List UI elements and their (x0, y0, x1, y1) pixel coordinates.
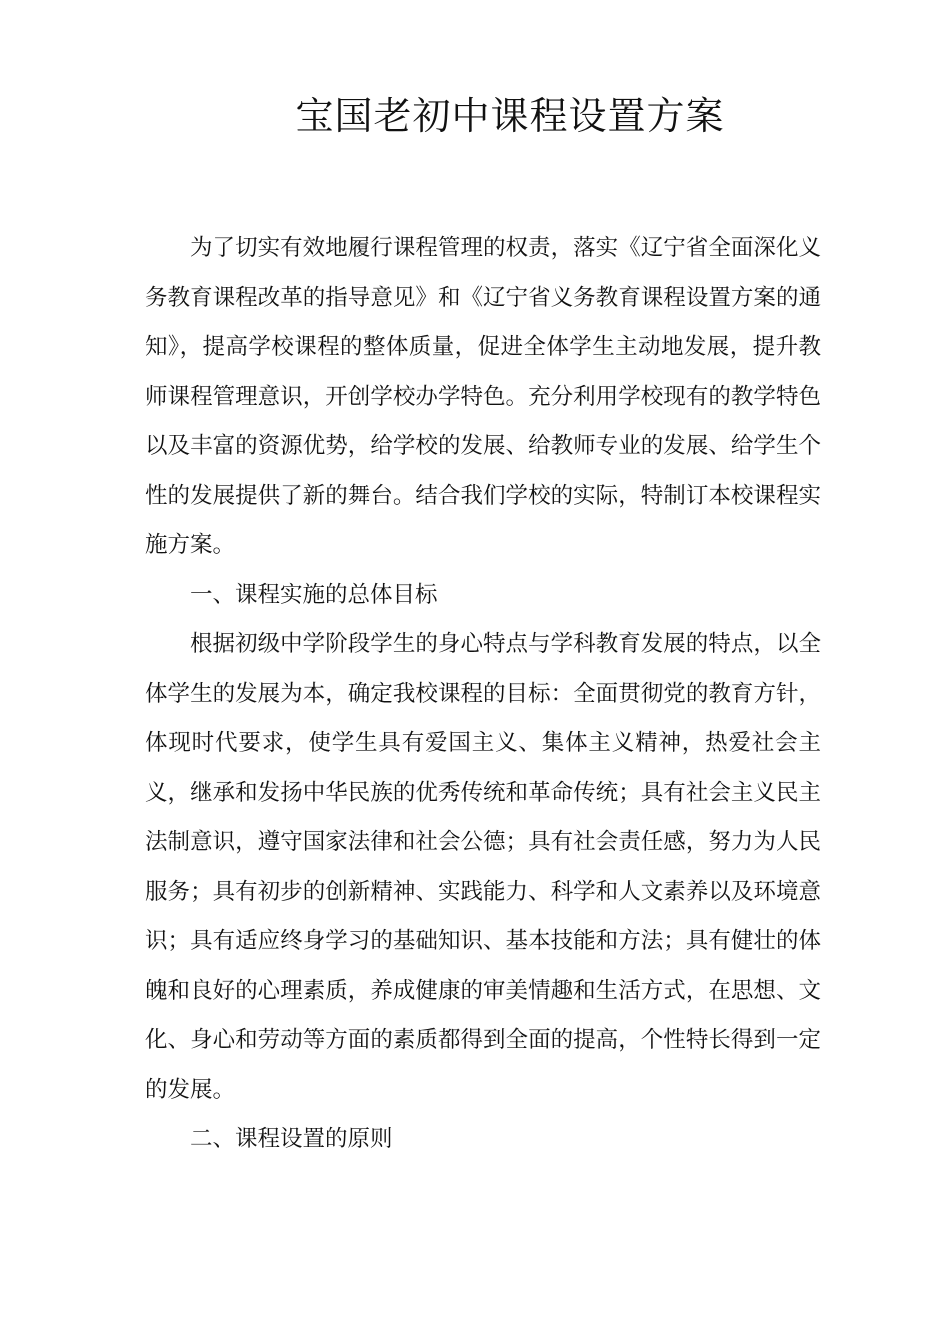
document-body (145, 224, 821, 1165)
document-title: 宝国老初中课程设置方案 (295, 94, 725, 138)
intro-paragraph: 为了切实有效地履行课程管理的权责，落实《辽宁省全面深化义务教育课程改革的指导意见》和《辽宁省义务教育课程设置方案的通知》，提高学校课程的整体质量，促进全体学生主动地发展，提升教师课程管理意识，开创学校办学特色。充分利用学校现有的教学特色以及丰富的资源优势，给学校的发展、给教师专业的发展、给学生个性的发展提供了新的舞台。结合我们学校的实际，特制订本校课程实施方案。 (145, 235, 821, 558)
goals-paragraph: 根据初级中学阶段学生的身心特点与学科教育发展的特点，以全体学生的发展为本，确定我校课程的目标：全面贯彻党的教育方针，体现时代要求，使学生具有爱国主义、集体主义精神，热爱社会主义，继承和发扬中华民族的优秀传统和革命传统；具有社会主义民主法制意识，遵守国家法律和社会公德；具有社会责任感，努力为人民服务；具有初步的创新精神、实践能力、科学和人文素养以及环境意识；具有适应终身学习的基础知识、基本技能和方法；具有健壮的体魄和良好的心理素质，养成健康的审美情趣和生活方式，在思想、文化、身心和劳动等方面的素质都得到全面的提高，个性特长得到一定的发展。 (145, 631, 821, 1103)
section-heading-2: 二、课程设置的原则 (190, 1126, 393, 1152)
section-heading-1: 一、课程实施的总体目标 (190, 581, 438, 608)
